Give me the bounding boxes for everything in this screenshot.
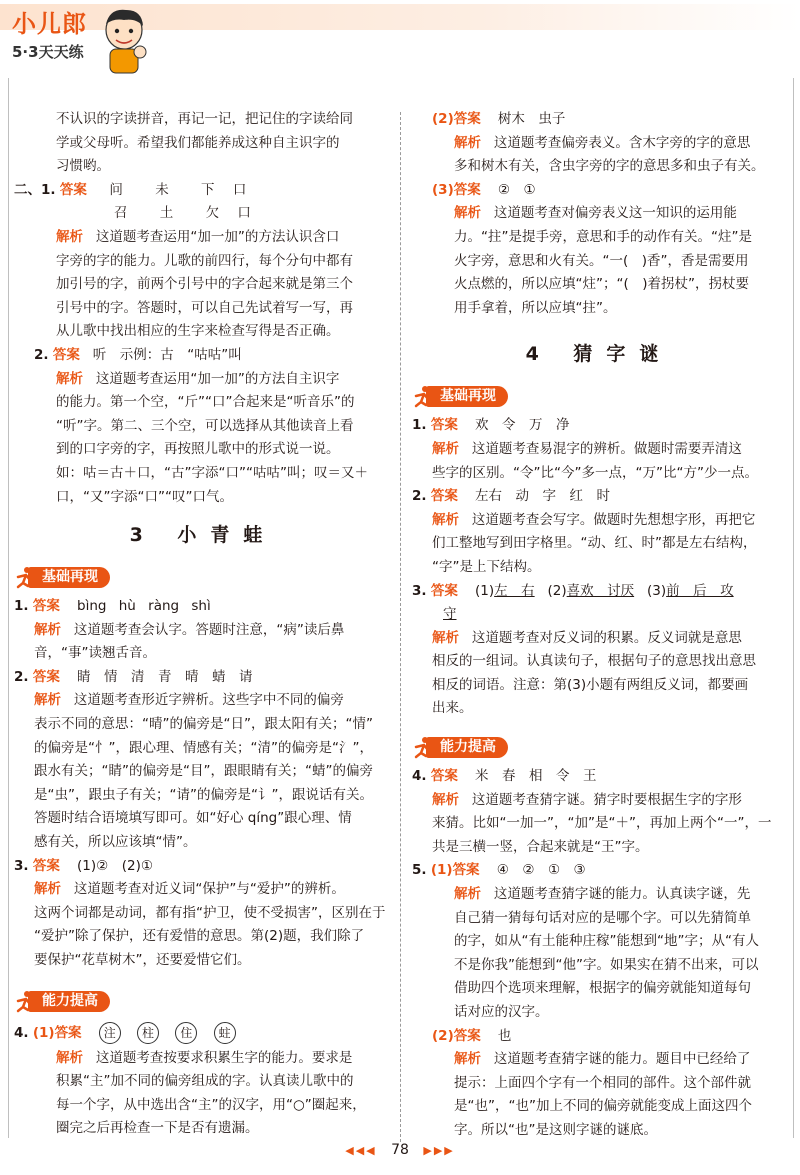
analysis-label: 解析: [34, 621, 61, 638]
lesson-4-title: 4 猜字谜: [525, 343, 673, 366]
brand-logo: 小儿郎: [12, 10, 87, 38]
analysis-line: 这两个词都是动词，都有指“护卫，使不受损害”，区别在于: [34, 904, 386, 921]
answer-text: ② ①: [497, 181, 536, 198]
analysis-line: 口，“又”字添“口”“叹”口气。: [56, 488, 233, 505]
answer-text: (1)② (2)①: [77, 857, 153, 874]
answer-label: 答案: [32, 668, 60, 685]
answer-text: ④ ② ① ③: [496, 862, 586, 879]
antonym-pair: 守: [443, 606, 457, 623]
intro-line: 不认识的字读拼音，再记一记，把记住的字读给同: [56, 111, 353, 127]
analysis-label: 解析: [454, 886, 481, 903]
antonym-pair: 喜欢 讨厌: [566, 582, 635, 599]
analysis-line: 答题时结合语境填写即可。如“好心 qíng”跟心理、情: [34, 810, 352, 827]
banner-label: 基础再现: [28, 567, 110, 588]
question-4-5: 5. (1)答案 ④ ② ① ③: [412, 862, 586, 879]
banner-label: 能力提高: [28, 991, 110, 1012]
column-divider: [400, 112, 401, 1142]
answer-text: 睛 情 清 青 晴 蜻 请: [77, 668, 253, 685]
answer-char: 土: [159, 205, 174, 222]
analysis-line: 解析 这道题考查对偏旁表义这一知识的运用能: [454, 205, 737, 222]
answer-char: 下: [201, 181, 215, 198]
analysis-line: 解析 这道题考查偏旁表义。含木字旁的字的意思: [454, 134, 751, 151]
analysis-line: 要保护“花草树木”，还要爱惜它们。: [34, 952, 251, 968]
answer-row-2: [14, 202, 392, 226]
question-2-2: 2. 答案 听 示例：古 “咕咕”叫: [34, 346, 242, 363]
analysis-label: 解析: [34, 881, 61, 898]
page-footer: [0, 1142, 800, 1158]
section-banner-basic: [412, 384, 786, 410]
answer-continuation: [412, 603, 786, 627]
analysis-line: 加引号的字，前两个引号中的字合起来就是第三个: [56, 276, 353, 293]
analysis-line: 解析 这道题考查运用“加一加”的方法自主识字: [56, 370, 340, 387]
analysis-line: “听”字。第二、三个空，可以选择从其他读音上看: [56, 417, 354, 434]
page-header: [0, 0, 800, 78]
analysis-line: 积累“主”加不同的偏旁组成的字。认真读儿歌中的: [56, 1073, 354, 1090]
answer-text: 听 示例：古 “咕咕”叫: [92, 346, 242, 363]
analysis-label: 解析: [432, 791, 459, 808]
analysis-line: 提示：上面四个字有一个相同的部件。这个部件就: [454, 1074, 751, 1091]
banner-label: 能力提高: [426, 737, 508, 758]
answer-char: 口: [237, 205, 251, 222]
answer-label: 答案: [52, 346, 80, 363]
analysis-line: 解析 这道题考查易混字的辨析。做题时需要弄清这: [432, 440, 742, 457]
analysis-line: 圈完之后再检查一下是否有遗漏。: [56, 1120, 259, 1137]
analysis-line: 自己猜一猜每句话对应的是哪个字。可以先猜简单: [454, 909, 751, 926]
analysis-line: 用手拿着，所以应填“拄”。: [454, 299, 617, 316]
question-4-5-2: (2)答案 也: [432, 1027, 512, 1044]
analysis-label: 解析: [454, 1051, 481, 1068]
analysis-line: 引号中的字。答题时，可以自己先试着写一写，再: [56, 299, 353, 316]
analysis-label: 解析: [56, 228, 83, 245]
circled-char: 住: [175, 1022, 197, 1044]
analysis-label: 解析: [56, 370, 83, 387]
analysis-line: 相反的词语。注意：第(3)小题有两组反义词，都要画: [432, 676, 749, 693]
analysis-line: 解析 这道题考查对近义词“保护”与“爱护”的辨析。: [34, 881, 345, 898]
analysis-line: 力。“拄”是提手旁，意思和手的动作有关。“炷”是: [454, 228, 752, 245]
analysis-line: 解析 这道题考查猜字谜的能力。认真读字谜，先: [454, 886, 751, 903]
question-4-4: 4. 答案 米 春 相 令 王: [412, 768, 597, 785]
answer-text: 也: [497, 1027, 512, 1044]
analysis-label: 解析: [34, 692, 61, 709]
brand-subtitle: 5·3天天练: [12, 43, 84, 61]
analysis-line: 不是你我”能想到“他”字。如果实在猜不出来，可以: [454, 956, 759, 973]
analysis-line: “爱护”除了保护，还有爱惜的意思。第(2)题，我们除了: [34, 928, 365, 945]
analysis-line: 来猜。比如“一加一”，“加”是“＋”，再加上两个“一”，一: [432, 815, 772, 832]
section-banner-improve: [412, 735, 786, 761]
analysis-line: 解析 这道题考查形近字辨析。这些字中不同的偏旁: [34, 692, 344, 709]
answer-char: 口: [232, 181, 247, 198]
antonym-pair: 左 右: [494, 582, 535, 599]
analysis-label: 解析: [432, 629, 459, 646]
circled-char: 蛀: [214, 1022, 236, 1044]
answer-label: 答案: [32, 857, 60, 874]
answer-label: 答案: [32, 598, 60, 615]
analysis-line: 如：咕＝古＋口，“古”字添“口”“咕咕”叫；叹＝又＋: [56, 464, 368, 481]
answer-char: 未: [155, 181, 169, 198]
analysis-label: 解析: [56, 1049, 83, 1066]
analysis-line: 火点燃的，所以应填“炷”；“( )着拐杖”，拐杖要: [454, 276, 750, 293]
answer-label: 答案: [453, 111, 481, 127]
page-number: 78: [391, 1142, 409, 1158]
question-r3: (3)答案 ② ①: [432, 181, 536, 198]
answer-label: 答案: [452, 862, 480, 879]
right-column: [412, 108, 786, 1143]
left-column: [14, 108, 392, 1141]
analysis-line: 解析 这道题考查猜字谜的能力。题目中已经给了: [454, 1051, 751, 1068]
question-3-2: 2. 答案 睛 情 清 青 晴 蜻 请: [14, 668, 253, 685]
question-3-1: 1. 答案 bìng hù ràng shì: [14, 598, 211, 615]
analysis-line: 字。所以“也”是这则字谜的谜底。: [454, 1121, 657, 1138]
answer-text: bìng hù ràng shì: [77, 598, 211, 615]
analysis-line: 出来。: [432, 700, 473, 717]
answer-text: 米 春 相 令 王: [475, 768, 597, 785]
answer-text: 欢 令 万 净: [475, 417, 570, 434]
answer-label: 答案: [430, 582, 458, 599]
answer-text: 树木 虫子: [497, 111, 566, 127]
analysis-line: 是“虫”，跟虫子有关；“请”的偏旁是“讠”，跟说话有关。: [34, 786, 373, 803]
analysis-line: 共是三横一竖，合起来就是“王”字。: [432, 838, 649, 855]
analysis-line: 的能力。第一个空，“斤”“口”合起来是“听音乐”的: [56, 394, 355, 411]
answer-label: 答案: [430, 768, 458, 785]
analysis-line: 解析 这道题考查会认字。答题时注意，“病”读后鼻: [34, 621, 345, 638]
question-4-1: 1. 答案 欢 令 万 净: [412, 417, 570, 434]
analysis-line: 的字，如从“有土能种庄稼”能想到“地”字；从“有人: [454, 933, 759, 950]
analysis-line: 到的口字旁的字，再按照儿歌中的形式说一说。: [56, 441, 340, 458]
analysis-line: “字”是上下结构。: [432, 558, 541, 575]
answer-label: 答案: [59, 181, 87, 198]
answer-label: 答案: [430, 417, 458, 434]
analysis-line: 字旁的字的能力。儿歌的前四行，每个分句中都有: [56, 252, 353, 269]
answer-label: 答案: [453, 1027, 481, 1044]
question-4-3: 3. 答案 (1)左 右 (2)喜欢 讨厌 (3)前 后 攻: [412, 582, 734, 599]
mascot-boy-icon: [96, 4, 152, 76]
lesson-3-title: 3 小青蛙: [129, 524, 277, 547]
analysis-line: 感有关，所以应该填“情”。: [34, 834, 197, 851]
answer-label: 答案: [430, 488, 458, 505]
analysis-label: 解析: [432, 440, 459, 457]
section-banner-improve: [14, 989, 392, 1015]
question-3-4: 4. (1)答案 注 柱 住 蛀: [14, 1019, 392, 1047]
analysis-label: 解析: [454, 205, 481, 222]
answer-text: 左右 动 字 红 时: [475, 488, 610, 505]
analysis-label: 解析: [432, 511, 459, 528]
analysis-line: 的偏旁是“忄”，跟心理、情感有关；“清”的偏旁是“氵”，: [34, 739, 373, 756]
analysis-line: 些字的区别。“令”比“今”多一点，“万”比“方”少一点。: [432, 464, 758, 481]
antonym-pair: 前 后 攻: [666, 582, 734, 599]
analysis-line: 每一个字，从中选出含“主”的汉字，用“○”圈起来，: [56, 1096, 366, 1113]
analysis-line: 解析 这道题考查会写字。做题时先想想字形，再把它: [432, 511, 756, 528]
banner-label: 基础再现: [426, 386, 508, 407]
analysis-line: 相反的一组词。认真读句子，根据句子的意思找出意思: [432, 653, 756, 670]
analysis-line: 话对应的汉字。: [454, 1004, 549, 1020]
answer-char: 召: [114, 205, 128, 222]
intro-line: 学或父母听。希望我们都能养成这种自主识字的: [56, 134, 340, 151]
question-3-3: 3. 答案 (1)② (2)①: [14, 857, 153, 874]
question-r2: (2)答案 树木 虫子: [432, 111, 566, 127]
analysis-line: 火字旁，意思和火有关。“一( )香”，香是需要用: [454, 252, 749, 269]
answer-char: 问: [109, 181, 123, 198]
analysis-line: 是“也”，“也”加上不同的偏旁就能变成上面这四个: [454, 1098, 752, 1115]
analysis-line: 多和树木有关，含虫字旁的字的意思多和虫子有关。: [454, 158, 765, 175]
analysis-line: 解析 这道题考查对反义词的积累。反义词就是意思: [432, 629, 742, 646]
analysis-line: 音，“事”读翘舌音。: [34, 645, 156, 662]
analysis-line: 跟水有关；“睛”的偏旁是“目”，跟眼睛有关；“蜻”的偏旁: [34, 763, 373, 780]
circled-char: 柱: [137, 1022, 159, 1044]
prev-arrows-icon: ◀◀◀: [345, 1144, 377, 1157]
analysis-label: 解析: [454, 134, 481, 151]
circled-char: 注: [99, 1022, 121, 1044]
analysis-line: 解析 这道题考查运用“加一加”的方法认识含口: [56, 228, 340, 245]
analysis-line: 从儿歌中找出相应的生字来检查写得是否正确。: [56, 323, 340, 340]
section-banner-basic: [14, 565, 392, 591]
analysis-line: 解析 这道题考查按要求积累生字的能力。要求是: [56, 1049, 353, 1066]
answer-label: 答案: [54, 1024, 82, 1041]
answer-label: 答案: [453, 181, 481, 198]
analysis-line: 表示不同的意思：“晴”的偏旁是“日”，跟太阳有关；“情”: [34, 716, 373, 733]
analysis-line: 们工整地写到田字格里。“动、红、时”都是左右结构，: [432, 535, 757, 552]
question-4-2: 2. 答案 左右 动 字 红 时: [412, 488, 610, 505]
next-arrows-icon: ▶▶▶: [423, 1144, 455, 1157]
analysis-line: 借助四个选项来理解，根据字的偏旁就能知道每句: [454, 980, 751, 997]
intro-line: 习惯哟。: [56, 158, 110, 175]
analysis-line: 解析 这道题考查猜字谜。猜字时要根据生字的字形: [432, 791, 742, 808]
question-2-1: [14, 179, 392, 203]
answer-char: 欠: [205, 205, 220, 222]
question-number: 二、1.: [14, 181, 56, 198]
